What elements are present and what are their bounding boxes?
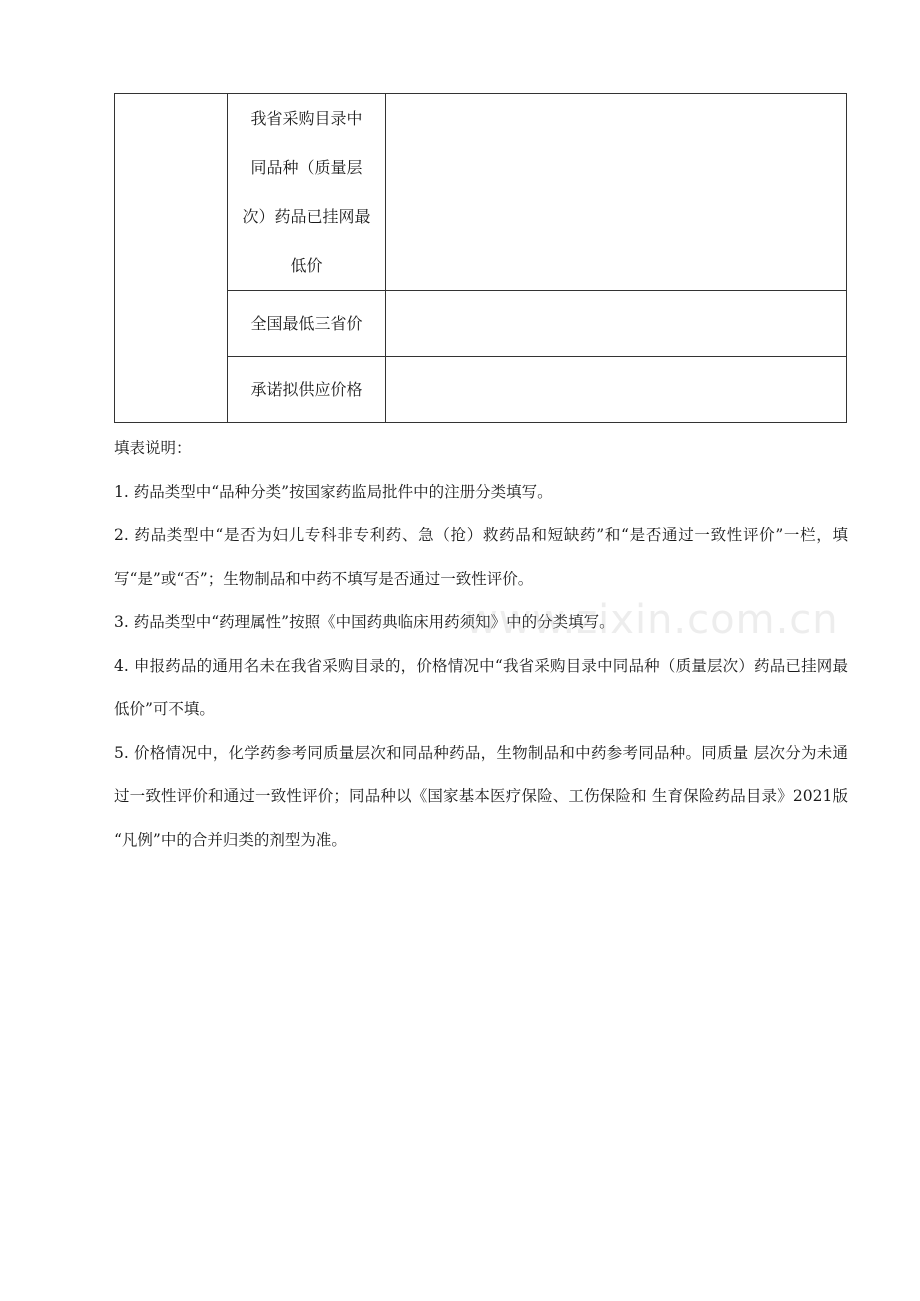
instructions-section — [114, 427, 848, 862]
instruction-item: 3. 药品类型中“药理属性”按照《中国药典临床用药须知》中的分类填写。 — [114, 613, 615, 631]
label-line: 次）药品已挂网最 — [242, 207, 371, 226]
table-row — [115, 94, 847, 291]
cell-label: 承诺拟供应价格 — [250, 379, 363, 399]
instructions-heading: 填表说明： — [114, 439, 192, 457]
instruction-item: 2. 药品类型中“是否为妇儿专科非专利药、急（抢）救药品和短缺药”和“是否通过一致性评价”一栏，填写“是”或“否”；生物制品和中药不填写是否通过一致性评价。 — [114, 526, 848, 588]
instruction-item: 4. 申报药品的通用名未在我省采购目录的，价格情况中“我省采购目录中同品种（质量层次）药品已挂网最低价”可不填。 — [114, 656, 848, 718]
label-line: 低价 — [290, 256, 323, 275]
label-cell-committed-price — [228, 357, 386, 423]
price-table — [114, 93, 847, 423]
merged-category-cell — [115, 94, 228, 423]
instruction-item: 5. 价格情况中，化学药参考同质量层次和同品种药品，生物制品和中药参考同品种。同质量 层次分为未通过一致性评价和通过一致性评价；同品种以《国家基本医疗保险、工伤保险和 生育保险药品目录》2021版 “凡例”中的合并归类的剂型为准。 — [114, 743, 848, 849]
label-cell-national-lowest-three — [228, 291, 386, 357]
value-cell-national-lowest-three[interactable] — [386, 291, 847, 357]
value-cell-lowest-listed-price[interactable] — [386, 94, 847, 291]
label-line: 我省采购目录中 — [250, 109, 363, 128]
watermark-text: www.zixin.com.cn — [465, 597, 839, 643]
cell-label: 全国最低三省价 — [250, 313, 363, 333]
value-cell-committed-price[interactable] — [386, 357, 847, 423]
label-line: 同品种（质量层 — [250, 158, 363, 177]
instruction-item: 1. 药品类型中“品种分类”按国家药监局批件中的注册分类填写。 — [114, 482, 553, 501]
label-cell-lowest-listed-price — [228, 94, 386, 291]
